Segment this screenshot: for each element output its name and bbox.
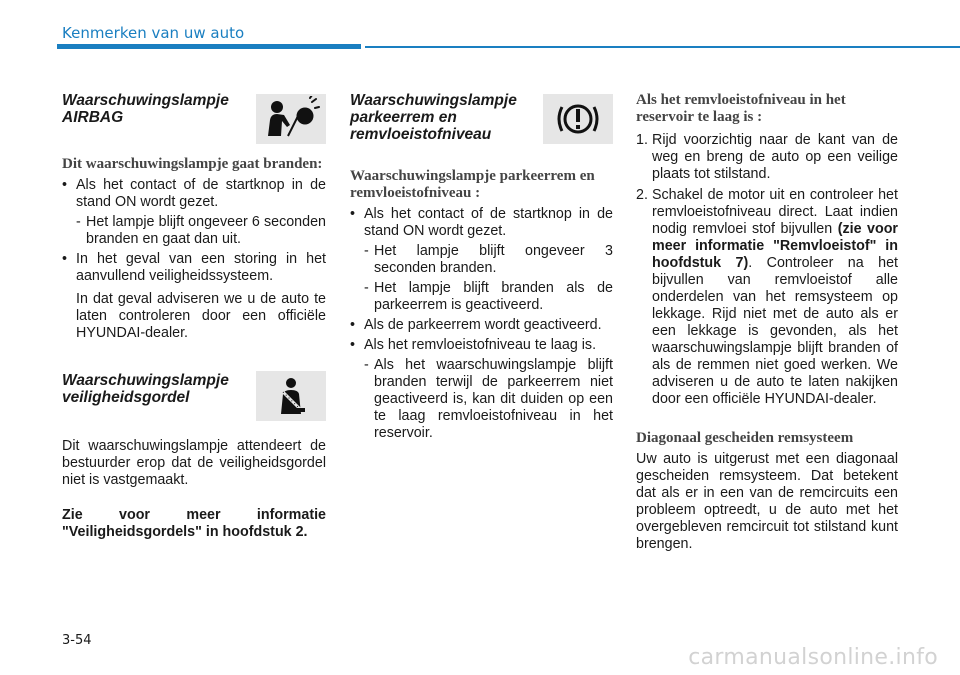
diagonal-brake-paragraph: Uw auto is uitgerust met een diagonaal gescheiden remsysteem. Dat betekent dat als er in een van de remcircuits een probleem optreedt, u de auto met het overgebleven remcircuit tot stilstand kunt brengen. [636,451,898,552]
seatbelt-paragraph-1: Dit waarschuwingslampje attendeert de bestuurder erop dat de veiligheidsgordel niet is vastgemaakt. [62,438,326,488]
seatbelt-warning-title: Waarschuwingslampje veiligheidsgordel [62,372,229,406]
brake-bullet-1: • Als het contact of de startknop in de stand ON wordt gezet. [350,206,613,240]
section-title: Kenmerken van uw auto [62,24,245,42]
low-fluid-step-2: 2. Schakel de motor uit en controleer het remvloeistofniveau direct. Laat indien nodig remvloei stof bijvullen (zie voor meer informatie "Remvloeistof" in hoofdstuk 7). Controleer na het bijvullen van remvloeistof alle onderdelen van het remsysteem op lekkage. Rijd niet met de auto als er een lekkage is gevonden, als het waarschuwingslampje blijft branden of als de remmen niet goed werken. We adviseren u de auto te laten nakijken door een officiële HYUNDAI-dealer. [636,187,898,407]
seatbelt-warning-block [62,362,326,424]
low-fluid-step-1: 1. Rijd voorzichtig naar de kant van de weg en breng de auto op een veilige plaats tot stilstand. [636,132,898,182]
airbag-warning-title: Waarschuwingslampje AIRBAG [62,92,229,126]
brake-bullet-3: • Als het remvloeistofniveau te laag is. [350,337,613,354]
airbag-subheading: Dit waarschuwingslampje gaat branden: [62,156,323,172]
seatbelt-warning-icon [256,371,326,421]
column-1 [62,92,326,541]
watermark: carmanualsonline.info [688,645,938,670]
airbag-bullet-1: • Als het contact of de startknop in de stand ON wordt gezet. [62,177,326,211]
brake-dash-3: - Als het waarschuwingslampje blijft branden terwijl de parkeerrem niet geactiveerd is, kan dit duiden op een te laag remvloeistofniveau in het reservoir. [364,357,613,441]
seatbelt-paragraph-2: Zie voor meer informatie "Veiligheidsgordels" in hoofdstuk 2. [62,507,326,540]
brake-warning-title: Waarschuwingslampje parkeerrem en remvloeistofniveau [350,92,517,143]
brake-warning-block [350,92,613,168]
diagonal-brake-subheading: Diagonaal gescheiden remsysteem [636,430,854,446]
low-fluid-subheading: Als het remvloeistofniveau in het reservoir te laag is : [636,92,846,125]
airbag-dash-1: - Het lampje blijft ongeveer 6 seconden branden en gaat dan uit. [76,214,326,247]
column-2 [350,92,613,445]
airbag-bullet-2-continued: In dat geval adviseren we u de auto te laten controleren door een officiële HYUNDAI-dealer. [76,291,326,341]
brake-subheading: Waarschuwingslampje parkeerrem en remvloeistofniveau : [350,168,595,201]
page-number: 3-54 [62,633,92,648]
header-bar-thick [57,44,361,49]
brake-warning-icon [543,94,613,144]
column-3 [636,92,898,553]
airbag-warning-icon [256,94,326,144]
brake-dash-1: - Het lampje blijft ongeveer 3 seconden branden. [364,243,613,276]
airbag-warning-block [62,92,326,154]
brake-dash-2: - Het lampje blijft branden als de parkeerrem is geactiveerd. [364,280,613,313]
brake-bullet-2: • Als de parkeerrem wordt geactiveerd. [350,317,613,334]
header-bar-thin [365,46,960,48]
airbag-bullet-2: • In het geval van een storing in het aanvullend veiligheidssysteem. [62,251,326,285]
